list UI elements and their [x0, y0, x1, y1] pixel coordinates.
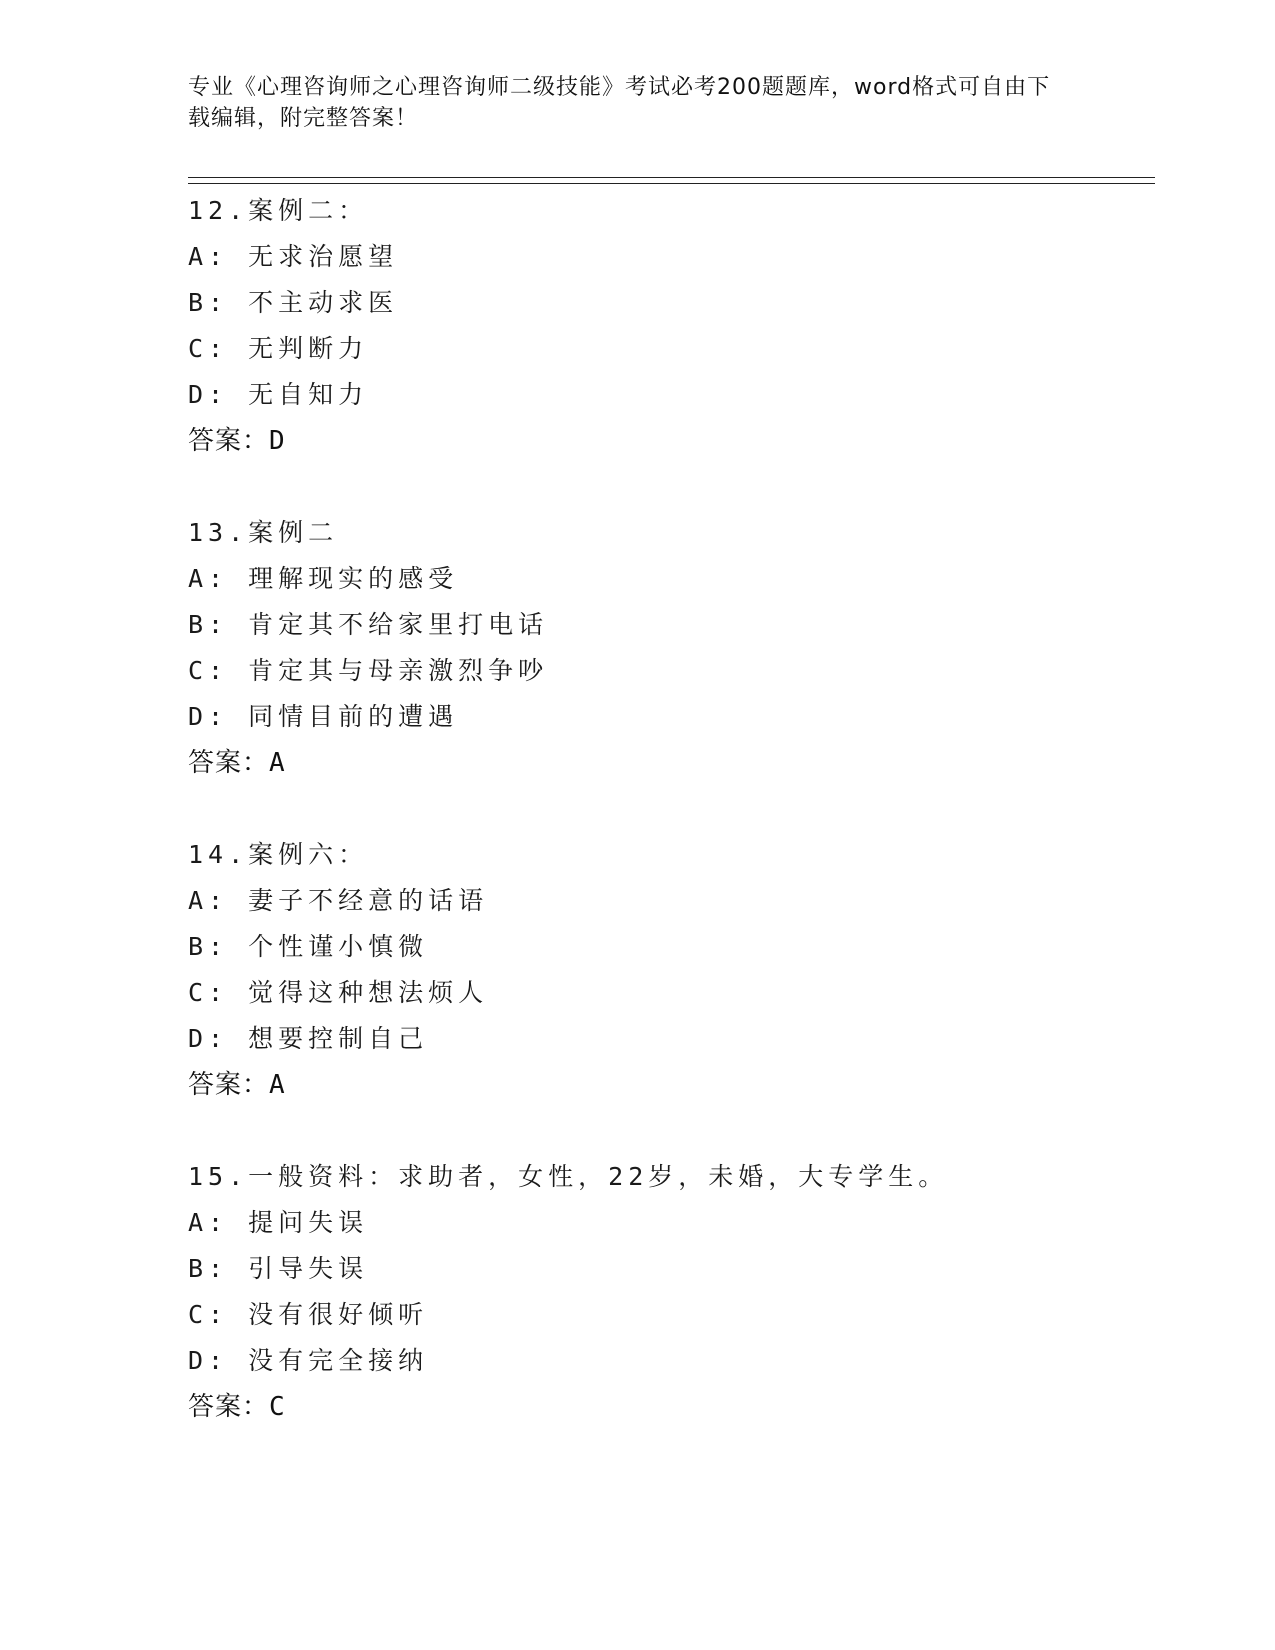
answer-value: D: [269, 426, 286, 456]
answer-value: A: [269, 1070, 286, 1100]
option-letter: B:: [188, 1254, 229, 1283]
option-letter: A:: [188, 242, 229, 271]
option-c: [188, 648, 1148, 694]
option-text: 没有完全接纳: [248, 1346, 429, 1375]
answer-line: [188, 418, 1148, 464]
option-letter: C:: [188, 978, 229, 1007]
option-letter: C:: [188, 1300, 229, 1329]
option-c: [188, 970, 1148, 1016]
header-rule-bottom: [188, 183, 1155, 184]
option-text: 无求治愿望: [248, 242, 399, 271]
answer-value: A: [269, 748, 286, 778]
option-letter: D:: [188, 1346, 229, 1375]
question-14: [188, 832, 1148, 1108]
option-b: [188, 602, 1148, 648]
option-text: 无判断力: [248, 334, 369, 363]
option-letter: C:: [188, 656, 229, 685]
answer-label: 答案：: [188, 1070, 270, 1100]
option-letter: A:: [188, 886, 229, 915]
option-c: [188, 1292, 1148, 1338]
document-header: 专业《心理咨询师之心理咨询师二级技能》考试必考200题题库，word格式可自由下载编辑，附完整答案！: [188, 75, 1051, 131]
option-letter: A:: [188, 1208, 229, 1237]
option-a: [188, 556, 1148, 602]
option-letter: B:: [188, 932, 229, 961]
option-c: [188, 326, 1148, 372]
option-b: [188, 280, 1148, 326]
answer-line: [188, 1384, 1148, 1430]
question-12: [188, 188, 1148, 464]
question-stem: 14.案例六：: [188, 840, 369, 869]
option-text: 无自知力: [248, 380, 369, 409]
option-d: [188, 1016, 1148, 1062]
option-letter: B:: [188, 610, 229, 639]
option-text: 同情目前的遭遇: [248, 702, 459, 731]
option-d: [188, 372, 1148, 418]
option-text: 想要控制自己: [248, 1024, 429, 1053]
option-text: 妻子不经意的话语: [248, 886, 489, 915]
question-stem: 13.案例二: [188, 518, 339, 547]
answer-value: C: [269, 1392, 286, 1422]
option-d: [188, 694, 1148, 740]
option-a: [188, 1200, 1148, 1246]
option-a: [188, 234, 1148, 280]
question-13: [188, 510, 1148, 786]
answer-label: 答案：: [188, 426, 270, 456]
option-b: [188, 924, 1148, 970]
answer-label: 答案：: [188, 748, 270, 778]
option-text: 肯定其与母亲激烈争吵: [248, 656, 549, 685]
option-text: 引导失误: [248, 1254, 369, 1283]
option-b: [188, 1246, 1148, 1292]
question-list: [188, 188, 1148, 1476]
question-15: [188, 1154, 1148, 1430]
option-letter: C:: [188, 334, 229, 363]
option-text: 提问失误: [248, 1208, 369, 1237]
option-text: 觉得这种想法烦人: [248, 978, 489, 1007]
option-letter: D:: [188, 1024, 229, 1053]
question-stem: 12.案例二：: [188, 196, 369, 225]
option-letter: A:: [188, 564, 229, 593]
option-d: [188, 1338, 1148, 1384]
header-rule-top: [188, 177, 1155, 178]
option-text: 理解现实的感受: [248, 564, 459, 593]
option-text: 肯定其不给家里打电话: [248, 610, 549, 639]
option-text: 个性谨小慎微: [248, 932, 429, 961]
option-letter: D:: [188, 702, 229, 731]
option-text: 没有很好倾听: [248, 1300, 429, 1329]
option-letter: D:: [188, 380, 229, 409]
option-letter: B:: [188, 288, 229, 317]
answer-line: [188, 740, 1148, 786]
answer-line: [188, 1062, 1148, 1108]
question-stem: 15.一般资料：求助者，女性，22岁，未婚，大专学生。: [188, 1162, 949, 1191]
answer-label: 答案：: [188, 1392, 270, 1422]
option-a: [188, 878, 1148, 924]
option-text: 不主动求医: [248, 288, 399, 317]
